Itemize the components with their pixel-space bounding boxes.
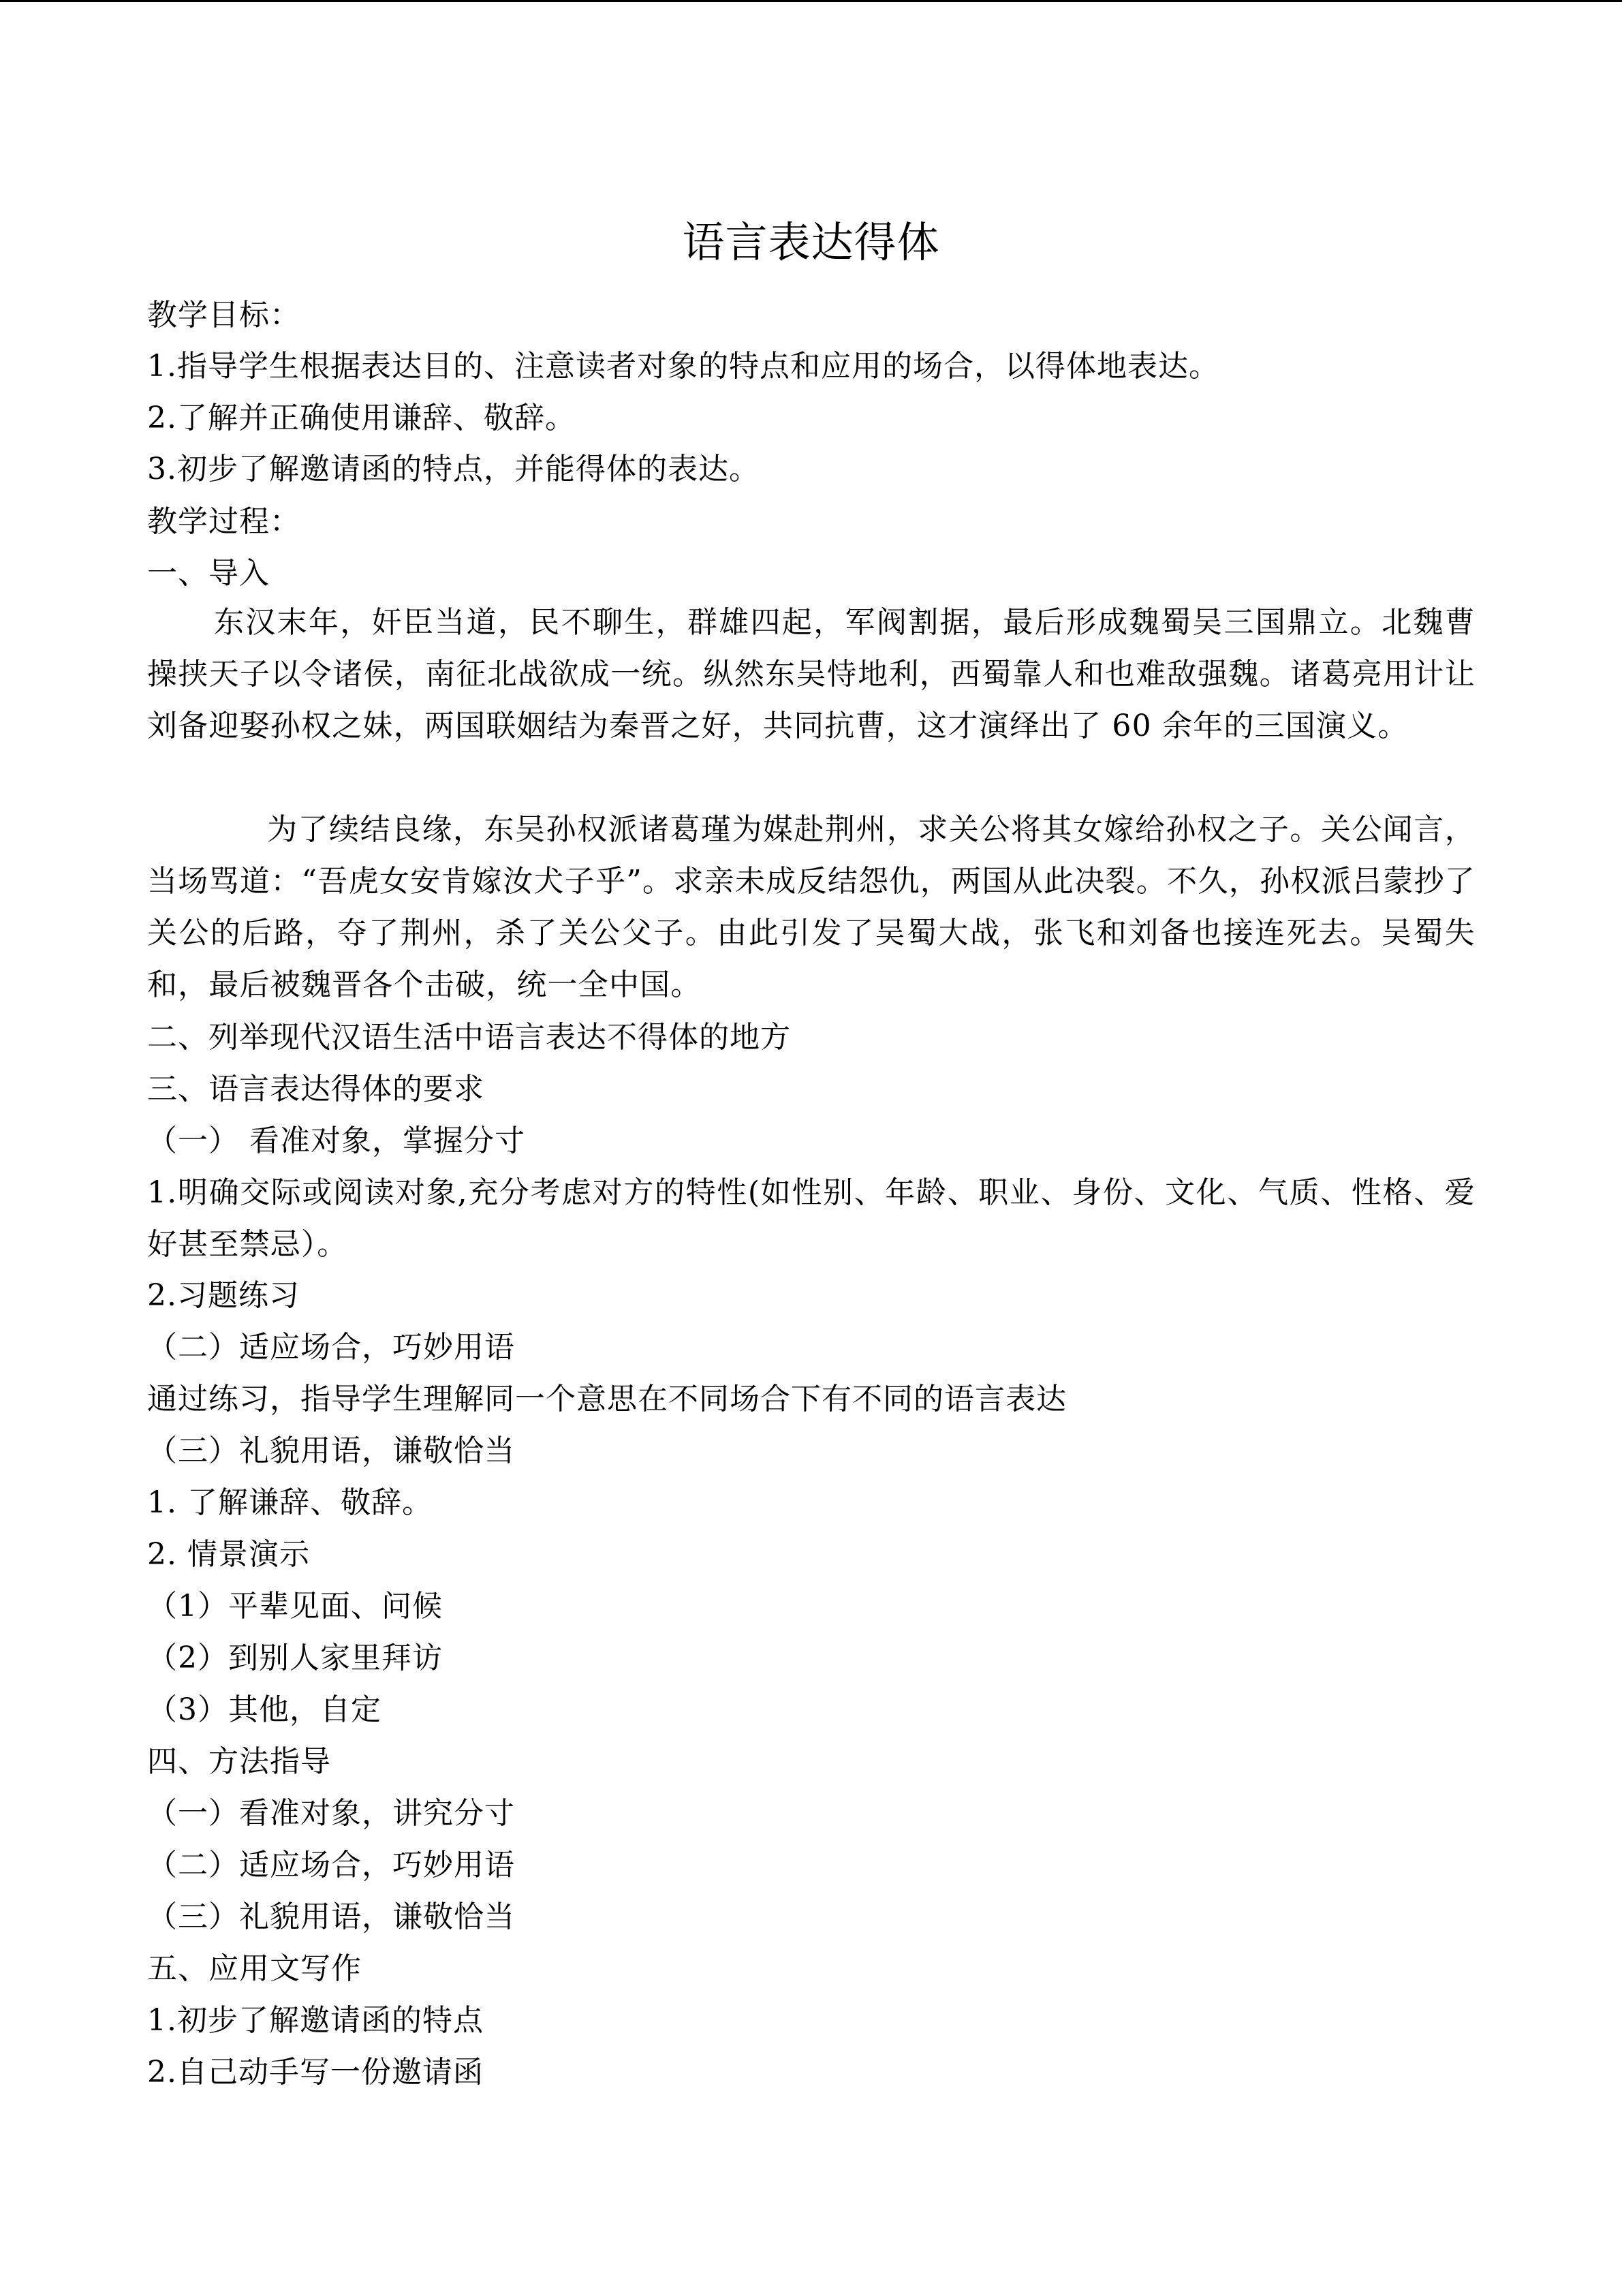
objectives-heading: 教学目标： xyxy=(147,298,300,332)
section3-sub2-text: 通过练习，指导学生理解同一个意思在不同场合下有不同的语言表达 xyxy=(147,1382,1067,1416)
scene-item-3: （3）其他，自定 xyxy=(147,1692,381,1727)
section1-paragraph-1: 东汉末年，奸臣当道，民不聊生，群雄四起，军阀割据，最后形成魏蜀吴三国鼎立。北魏曹操挟天子以令诸侯，南征北战欲成一统。纵然东吴恃地利，西蜀靠人和也难敌强魏。诸葛亮用计让刘备迎娶孙权之妹，两国联姻结为秦晋之好，共同抗曹，这才演绎出了 60 余年的三国演义。 xyxy=(147,605,1476,743)
process-heading: 教学过程： xyxy=(147,504,300,539)
section1-heading: 一、导入 xyxy=(147,556,270,591)
section4-heading: 四、方法指导 xyxy=(147,1744,331,1779)
section3-sub3-item1: 1. 了解谦辞、敬辞。 xyxy=(147,1485,433,1520)
scene-item-2: （2）到别人家里拜访 xyxy=(147,1641,443,1675)
objective-item-1: 1.指导学生根据表达目的、注意读者对象的特点和应用的场合，以得体地表达。 xyxy=(147,349,1219,384)
section4-item-2: （二）适应场合，巧妙用语 xyxy=(147,1848,515,1882)
section5-item-1: 1.初步了解邀请函的特点 xyxy=(147,2003,484,2038)
section5-heading: 五、应用文写作 xyxy=(147,1951,362,1986)
section1-paragraph-2: 为了续结良缘，东吴孙权派诸葛瑾为媒赴荆州，求关公将其女嫁给孙权之子。关公闻言，当场骂道：“吾虎女安肯嫁汝犬子乎”。求亲未成反结怨仇，两国从此决裂。不久，孙权派吕蒙抄了关公的后路，夺了荆州，杀了关公父子。由此引发了吴蜀大战，张飞和刘备也接连死去。吴蜀失和，最后被魏晋各个击破，统一全中国。 xyxy=(147,812,1476,1002)
section3-sub1-item1: 1.明确交际或阅读对象,充分考虑对方的特性(如性别、年龄、职业、身份、文化、气质、性格、爱好甚至禁忌）。 xyxy=(147,1175,1476,1262)
section3-sub1-heading: （一） 看准对象，掌握分寸 xyxy=(147,1123,525,1158)
section5-item-2: 2.自己动手写一份邀请函 xyxy=(147,2055,484,2090)
section2-heading: 二、列举现代汉语生活中语言表达不得体的地方 xyxy=(147,1020,791,1055)
section4-item-1: （一）看准对象，讲究分寸 xyxy=(147,1796,515,1831)
scene-item-1: （1）平辈见面、问候 xyxy=(147,1589,443,1624)
objective-item-2: 2.了解并正确使用谦辞、敬辞。 xyxy=(147,401,576,435)
objective-item-3: 3.初步了解邀请函的特点，并能得体的表达。 xyxy=(147,452,760,486)
section3-sub3-heading: （三）礼貌用语，谦敬恰当 xyxy=(147,1433,515,1468)
section4-item-3: （三）礼貌用语，谦敬恰当 xyxy=(147,1899,515,1934)
section3-sub2-heading: （二）适应场合，巧妙用语 xyxy=(147,1330,515,1365)
section3-sub1-item2: 2.习题练习 xyxy=(147,1278,300,1313)
document-title: 语言表达得体 xyxy=(682,217,940,267)
section3-heading: 三、语言表达得体的要求 xyxy=(147,1072,484,1106)
document-page xyxy=(0,2,1622,2296)
section3-sub3-item2: 2. 情景演示 xyxy=(147,1537,310,1572)
